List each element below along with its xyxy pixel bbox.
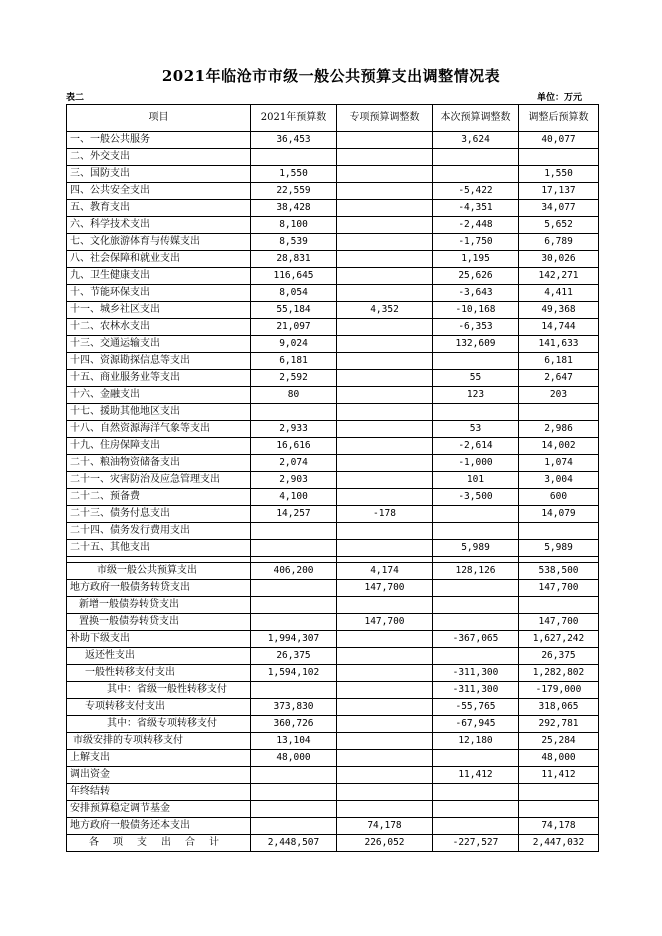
- row-item: 十八、自然资源海洋气象等支出: [67, 421, 251, 438]
- row-budget: 38,428: [251, 200, 337, 217]
- table-row: [67, 455, 599, 472]
- row-budget: 360,726: [251, 716, 337, 733]
- row-special-adjust: 74,178: [337, 818, 433, 835]
- row-special-adjust: 147,700: [337, 614, 433, 631]
- row-item: 十九、住房保障支出: [67, 438, 251, 455]
- row-item: 十四、资源勘探信息等支出: [67, 353, 251, 370]
- total-row: [67, 835, 599, 852]
- row-item: 置换一般债券转贷支出: [67, 614, 251, 631]
- row-special-adjust: [337, 784, 433, 801]
- header-special-adjust: 专项预算调整数: [337, 105, 433, 132]
- row-adjusted: 49,368: [519, 302, 599, 319]
- table-row: [67, 489, 599, 506]
- row-adjusted: [519, 523, 599, 540]
- row-current-adjust: 128,126: [433, 563, 519, 580]
- row-current-adjust: 11,412: [433, 767, 519, 784]
- row-adjusted: 1,627,242: [519, 631, 599, 648]
- row-current-adjust: [433, 506, 519, 523]
- row-budget: 28,831: [251, 251, 337, 268]
- row-current-adjust: -5,422: [433, 183, 519, 200]
- row-special-adjust: [337, 489, 433, 506]
- row-item: 各项支出合计: [67, 835, 251, 852]
- summary-row: [67, 699, 599, 716]
- summary-row: [67, 614, 599, 631]
- header-row: [67, 105, 599, 132]
- row-special-adjust: [337, 648, 433, 665]
- row-current-adjust: -10,168: [433, 302, 519, 319]
- table-row: [67, 268, 599, 285]
- row-budget: 4,100: [251, 489, 337, 506]
- summary-row: [67, 733, 599, 750]
- row-special-adjust: [337, 716, 433, 733]
- row-budget: [251, 540, 337, 557]
- row-item: 年终结转: [67, 784, 251, 801]
- row-budget: 2,592: [251, 370, 337, 387]
- row-item: 市级一般公共预算支出: [67, 563, 251, 580]
- row-current-adjust: -67,945: [433, 716, 519, 733]
- row-current-adjust: -1,000: [433, 455, 519, 472]
- row-budget: 8,054: [251, 285, 337, 302]
- row-adjusted: 3,004: [519, 472, 599, 489]
- row-current-adjust: [433, 404, 519, 421]
- row-special-adjust: [337, 132, 433, 149]
- row-special-adjust: [337, 438, 433, 455]
- row-current-adjust: -2,448: [433, 217, 519, 234]
- summary-row: [67, 682, 599, 699]
- row-item: 二十四、债务发行费用支出: [67, 523, 251, 540]
- summary-row: [67, 767, 599, 784]
- row-item: 九、卫生健康支出: [67, 268, 251, 285]
- row-current-adjust: 132,609: [433, 336, 519, 353]
- row-current-adjust: 55: [433, 370, 519, 387]
- row-adjusted: 2,986: [519, 421, 599, 438]
- table-row: [67, 217, 599, 234]
- row-current-adjust: 25,626: [433, 268, 519, 285]
- row-adjusted: 1,550: [519, 166, 599, 183]
- row-budget: 1,994,307: [251, 631, 337, 648]
- row-special-adjust: [337, 234, 433, 251]
- row-item: 安排预算稳定调节基金: [67, 801, 251, 818]
- row-adjusted: [519, 404, 599, 421]
- table-row: [67, 421, 599, 438]
- summary-row: [67, 716, 599, 733]
- row-current-adjust: -367,065: [433, 631, 519, 648]
- row-adjusted: 147,700: [519, 614, 599, 631]
- row-adjusted: 14,002: [519, 438, 599, 455]
- row-current-adjust: 1,195: [433, 251, 519, 268]
- row-item: 上解支出: [67, 750, 251, 767]
- summary-row: [67, 580, 599, 597]
- row-budget: 8,539: [251, 234, 337, 251]
- row-budget: 14,257: [251, 506, 337, 523]
- row-special-adjust: [337, 336, 433, 353]
- row-current-adjust: [433, 597, 519, 614]
- row-item: 返还性支出: [67, 648, 251, 665]
- row-adjusted: 1,074: [519, 455, 599, 472]
- row-adjusted: 14,744: [519, 319, 599, 336]
- row-special-adjust: 147,700: [337, 580, 433, 597]
- row-item: 四、公共安全支出: [67, 183, 251, 200]
- row-budget: 406,200: [251, 563, 337, 580]
- row-current-adjust: [433, 149, 519, 166]
- row-adjusted: 25,284: [519, 733, 599, 750]
- row-budget: 13,104: [251, 733, 337, 750]
- row-adjusted: [519, 801, 599, 818]
- row-special-adjust: [337, 699, 433, 716]
- row-adjusted: 292,781: [519, 716, 599, 733]
- row-current-adjust: 101: [433, 472, 519, 489]
- row-budget: 48,000: [251, 750, 337, 767]
- row-special-adjust: 4,352: [337, 302, 433, 319]
- row-budget: 21,097: [251, 319, 337, 336]
- row-budget: 80: [251, 387, 337, 404]
- row-special-adjust: [337, 166, 433, 183]
- header-adjusted: 调整后预算数: [519, 105, 599, 132]
- row-special-adjust: [337, 319, 433, 336]
- row-item: 其中：省级一般性转移支付: [67, 682, 251, 699]
- row-budget: [251, 580, 337, 597]
- row-adjusted: [519, 149, 599, 166]
- table-row: [67, 234, 599, 251]
- row-adjusted: 6,789: [519, 234, 599, 251]
- row-adjusted: 142,271: [519, 268, 599, 285]
- row-special-adjust: [337, 597, 433, 614]
- row-adjusted: [519, 597, 599, 614]
- table-row: [67, 285, 599, 302]
- row-current-adjust: -2,614: [433, 438, 519, 455]
- row-budget: [251, 597, 337, 614]
- row-current-adjust: [433, 580, 519, 597]
- row-special-adjust: [337, 251, 433, 268]
- row-item: 二十五、其他支出: [67, 540, 251, 557]
- row-item: 十六、金融支出: [67, 387, 251, 404]
- row-budget: 2,933: [251, 421, 337, 438]
- row-current-adjust: -3,643: [433, 285, 519, 302]
- row-item: 地方政府一般债务还本支出: [67, 818, 251, 835]
- row-budget: 1,550: [251, 166, 337, 183]
- unit-label: 单位：万元: [536, 93, 582, 103]
- table-row: [67, 319, 599, 336]
- row-item: 二十二、预备费: [67, 489, 251, 506]
- row-current-adjust: [433, 818, 519, 835]
- summary-row: [67, 631, 599, 648]
- row-adjusted: 203: [519, 387, 599, 404]
- row-budget: 22,559: [251, 183, 337, 200]
- row-current-adjust: -55,765: [433, 699, 519, 716]
- summary-row: [67, 801, 599, 818]
- row-budget: 6,181: [251, 353, 337, 370]
- table-row: [67, 166, 599, 183]
- row-budget: 373,830: [251, 699, 337, 716]
- row-adjusted: 11,412: [519, 767, 599, 784]
- row-current-adjust: 123: [433, 387, 519, 404]
- row-current-adjust: -4,351: [433, 200, 519, 217]
- row-budget: 36,453: [251, 132, 337, 149]
- row-adjusted: 538,500: [519, 563, 599, 580]
- row-item: 其中：省级专项转移支付: [67, 716, 251, 733]
- row-special-adjust: [337, 631, 433, 648]
- row-budget: 16,616: [251, 438, 337, 455]
- row-item: 十二、农林水支出: [67, 319, 251, 336]
- row-item: 二、外交支出: [67, 149, 251, 166]
- row-adjusted: 48,000: [519, 750, 599, 767]
- row-budget: [251, 801, 337, 818]
- row-special-adjust: 226,052: [337, 835, 433, 852]
- row-current-adjust: [433, 750, 519, 767]
- table-row: [67, 506, 599, 523]
- summary-row: [67, 784, 599, 801]
- row-special-adjust: [337, 183, 433, 200]
- row-adjusted: 26,375: [519, 648, 599, 665]
- row-adjusted: 141,633: [519, 336, 599, 353]
- row-current-adjust: [433, 523, 519, 540]
- row-adjusted: 2,647: [519, 370, 599, 387]
- table-row: [67, 336, 599, 353]
- row-special-adjust: [337, 421, 433, 438]
- page-title: 2021年临沧市市级一般公共预算支出调整情况表: [161, 67, 501, 85]
- row-budget: 2,448,507: [251, 835, 337, 852]
- row-budget: [251, 523, 337, 540]
- table-row: [67, 370, 599, 387]
- row-item: 专项转移支付支出: [67, 699, 251, 716]
- row-current-adjust: [433, 784, 519, 801]
- row-current-adjust: -311,300: [433, 665, 519, 682]
- row-budget: [251, 149, 337, 166]
- row-budget: 2,903: [251, 472, 337, 489]
- row-special-adjust: [337, 750, 433, 767]
- table-row: [67, 353, 599, 370]
- row-adjusted: 1,282,802: [519, 665, 599, 682]
- row-adjusted: 74,178: [519, 818, 599, 835]
- row-special-adjust: -178: [337, 506, 433, 523]
- row-current-adjust: 5,989: [433, 540, 519, 557]
- table-row: [67, 438, 599, 455]
- row-budget: [251, 818, 337, 835]
- table-row: [67, 183, 599, 200]
- row-budget: [251, 767, 337, 784]
- row-adjusted: 40,077: [519, 132, 599, 149]
- row-special-adjust: 4,174: [337, 563, 433, 580]
- row-adjusted: 318,065: [519, 699, 599, 716]
- row-item: 六、科学技术支出: [67, 217, 251, 234]
- row-item: 五、教育支出: [67, 200, 251, 217]
- table-row: [67, 200, 599, 217]
- row-adjusted: 5,652: [519, 217, 599, 234]
- summary-row: [67, 665, 599, 682]
- row-adjusted: 600: [519, 489, 599, 506]
- row-item: 一、一般公共服务: [67, 132, 251, 149]
- row-adjusted: 147,700: [519, 580, 599, 597]
- row-special-adjust: [337, 455, 433, 472]
- row-adjusted: 34,077: [519, 200, 599, 217]
- row-current-adjust: [433, 353, 519, 370]
- row-budget: [251, 614, 337, 631]
- header-budget: 2021年预算数: [251, 105, 337, 132]
- table-row: [67, 472, 599, 489]
- table-row: [67, 302, 599, 319]
- row-current-adjust: [433, 166, 519, 183]
- row-current-adjust: 53: [433, 421, 519, 438]
- row-budget: 55,184: [251, 302, 337, 319]
- row-item: 十、节能环保支出: [67, 285, 251, 302]
- row-special-adjust: [337, 682, 433, 699]
- row-current-adjust: -311,300: [433, 682, 519, 699]
- row-special-adjust: [337, 353, 433, 370]
- row-special-adjust: [337, 767, 433, 784]
- row-item: 十七、援助其他地区支出: [67, 404, 251, 421]
- row-budget: 8,100: [251, 217, 337, 234]
- budget-table: [66, 104, 599, 852]
- row-special-adjust: [337, 387, 433, 404]
- row-special-adjust: [337, 472, 433, 489]
- table-row: [67, 149, 599, 166]
- row-item: 七、文化旅游体育与传媒支出: [67, 234, 251, 251]
- table-row: [67, 132, 599, 149]
- row-special-adjust: [337, 268, 433, 285]
- row-current-adjust: [433, 801, 519, 818]
- header-item: 项目: [67, 105, 251, 132]
- row-current-adjust: [433, 614, 519, 631]
- row-item: 调出资金: [67, 767, 251, 784]
- row-current-adjust: [433, 648, 519, 665]
- row-adjusted: 4,411: [519, 285, 599, 302]
- row-item: 二十三、债务付息支出: [67, 506, 251, 523]
- header-current-adjust: 本次预算调整数: [433, 105, 519, 132]
- row-special-adjust: [337, 370, 433, 387]
- table-row: [67, 251, 599, 268]
- row-adjusted: -179,000: [519, 682, 599, 699]
- row-current-adjust: -3,500: [433, 489, 519, 506]
- row-adjusted: 14,079: [519, 506, 599, 523]
- summary-row: [67, 750, 599, 767]
- table-row: [67, 540, 599, 557]
- row-current-adjust: 12,180: [433, 733, 519, 750]
- summary-row: [67, 818, 599, 835]
- row-special-adjust: [337, 200, 433, 217]
- table-row: [67, 387, 599, 404]
- row-item: 二十一、灾害防治及应急管理支出: [67, 472, 251, 489]
- row-budget: [251, 682, 337, 699]
- row-item: 十三、交通运输支出: [67, 336, 251, 353]
- row-item: 十一、城乡社区支出: [67, 302, 251, 319]
- row-special-adjust: [337, 149, 433, 166]
- row-special-adjust: [337, 285, 433, 302]
- row-adjusted: 2,447,032: [519, 835, 599, 852]
- row-item: 二十、粮油物资储备支出: [67, 455, 251, 472]
- row-adjusted: 5,989: [519, 540, 599, 557]
- row-adjusted: 30,026: [519, 251, 599, 268]
- row-adjusted: 17,137: [519, 183, 599, 200]
- row-special-adjust: [337, 404, 433, 421]
- row-budget: 26,375: [251, 648, 337, 665]
- table-row: [67, 523, 599, 540]
- row-budget: 2,074: [251, 455, 337, 472]
- table-body: [67, 132, 599, 852]
- table-number: 表二: [66, 93, 85, 103]
- row-adjusted: [519, 784, 599, 801]
- row-special-adjust: [337, 540, 433, 557]
- row-item: 一般性转移支付支出: [67, 665, 251, 682]
- row-budget: [251, 784, 337, 801]
- row-special-adjust: [337, 665, 433, 682]
- summary-row: [67, 597, 599, 614]
- row-item: 新增一般债券转贷支出: [67, 597, 251, 614]
- row-adjusted: 6,181: [519, 353, 599, 370]
- row-budget: 116,645: [251, 268, 337, 285]
- row-item: 十五、商业服务业等支出: [67, 370, 251, 387]
- row-item: 三、国防支出: [67, 166, 251, 183]
- summary-row: [67, 563, 599, 580]
- row-current-adjust: 3,624: [433, 132, 519, 149]
- row-item: 地方政府一般债务转贷支出: [67, 580, 251, 597]
- summary-row: [67, 648, 599, 665]
- row-item: 补助下级支出: [67, 631, 251, 648]
- row-item: 市级安排的专项转移支付: [67, 733, 251, 750]
- row-current-adjust: -1,750: [433, 234, 519, 251]
- row-special-adjust: [337, 733, 433, 750]
- row-budget: 1,594,102: [251, 665, 337, 682]
- table-row: [67, 404, 599, 421]
- row-budget: [251, 404, 337, 421]
- row-current-adjust: -227,527: [433, 835, 519, 852]
- row-special-adjust: [337, 801, 433, 818]
- row-budget: 9,024: [251, 336, 337, 353]
- row-item: 八、社会保障和就业支出: [67, 251, 251, 268]
- row-current-adjust: -6,353: [433, 319, 519, 336]
- row-special-adjust: [337, 523, 433, 540]
- row-special-adjust: [337, 217, 433, 234]
